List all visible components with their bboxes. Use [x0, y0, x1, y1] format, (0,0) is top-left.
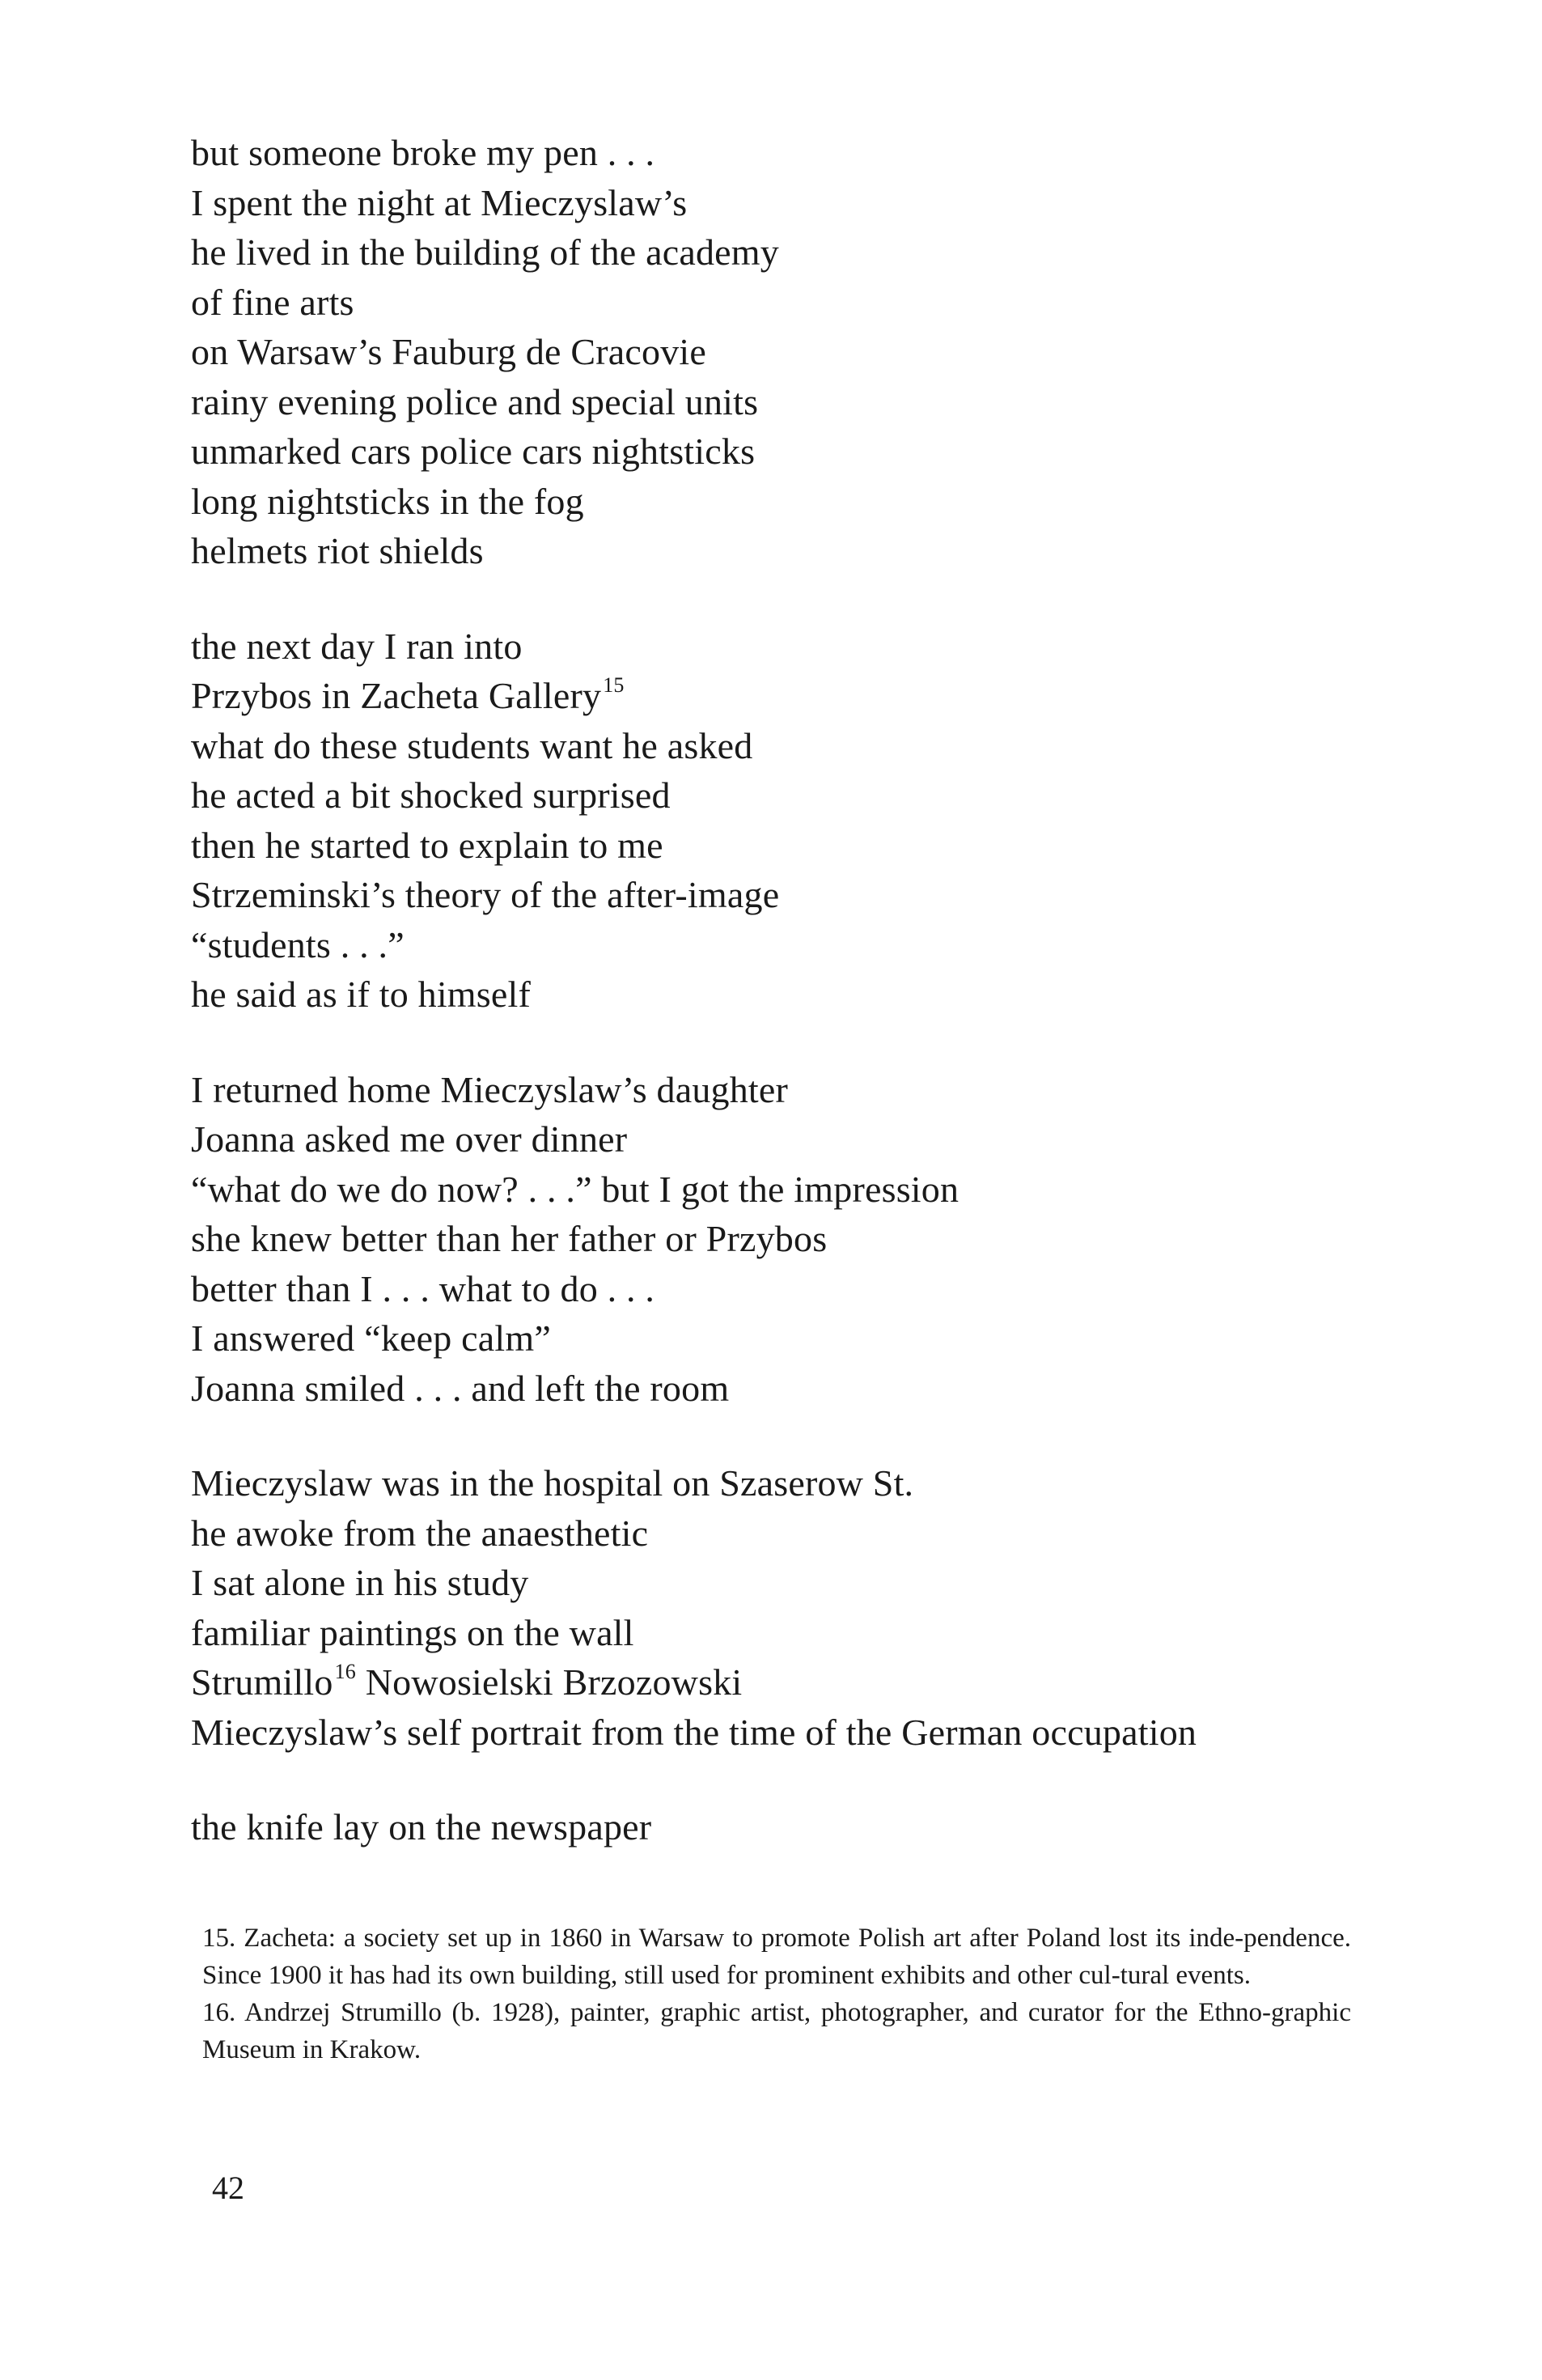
poem-line: long nightsticks in the fog — [191, 480, 584, 522]
poem-line: the knife lay on the newspaper — [191, 1806, 652, 1848]
footnotes — [202, 1920, 1351, 2068]
poem-line: Mieczyslaw was in the hospital on Szaserow St. — [191, 1462, 914, 1504]
poem-line: Strzeminski’s theory of the after-image — [191, 874, 780, 915]
footnote-reference-16: 16 — [334, 1660, 357, 1683]
poem-line: rainy evening police and special units — [191, 380, 759, 422]
poem-line: Joanna smiled . . . and left the room — [191, 1367, 730, 1409]
footnote-15: 15. Zacheta: a society set up in 1860 in Warsaw to promote Polish art after Poland lost its inde-pendence. Since 1900 it has had its own building, still used for prominent exhibits and other cul-tural events. — [202, 1924, 1351, 1990]
poem-line: familiar paintings on the wall — [191, 1611, 634, 1653]
poem-line: he acted a bit shocked surprised — [191, 774, 671, 816]
stanza-1 — [191, 128, 1421, 576]
poem-line: better than I . . . what to do . . . — [191, 1267, 655, 1309]
poem-line: she knew better than her father or Przybos — [191, 1218, 828, 1259]
poem-line — [191, 1657, 1421, 1708]
poem-line: the next day I ran into — [191, 625, 523, 667]
poem-line: “what do we do now? . . .” but I got the impression — [191, 1168, 960, 1210]
poem-line: unmarked cars police cars nightsticks — [191, 431, 756, 472]
poem-line: of fine arts — [191, 281, 354, 323]
page-number: 42 — [212, 2170, 244, 2206]
poem-line: helmets riot shields — [191, 530, 484, 571]
poem-line-text-continued: Nowosielski Brzozowski — [356, 1661, 743, 1703]
poem-line: but someone broke my pen . . . — [191, 132, 655, 173]
poem-line: what do these students want he asked — [191, 724, 753, 766]
poem-line: he said as if to himself — [191, 974, 531, 1015]
poem-line: I spent the night at Mieczyslaw’s — [191, 181, 688, 223]
poem-line-text: Przybos in Zacheta Gallery — [191, 675, 602, 716]
footnote-reference-15: 15 — [603, 673, 625, 697]
stanza-5 — [191, 1802, 1421, 1852]
poem-line: he lived in the building of the academy — [191, 231, 779, 273]
poem-line: on Warsaw’s Fauburg de Cracovie — [191, 331, 706, 372]
poem-line: he awoke from the anaesthetic — [191, 1512, 649, 1554]
footnote-16: 16. Andrzej Strumillo (b. 1928), painter, graphic artist, photographer, and curator for the Ethno-graphic Museum in Krakow. — [202, 1998, 1351, 2064]
poem-line: Mieczyslaw’s self portrait from the time of the German occupation — [191, 1711, 1197, 1753]
poem-line: I answered “keep calm” — [191, 1317, 551, 1359]
poem-line: I returned home Mieczyslaw’s daughter — [191, 1068, 789, 1110]
poem-line-text: Strumillo — [191, 1661, 333, 1703]
stanza-2 — [191, 622, 1421, 1020]
poem-body — [191, 128, 1421, 1898]
poem-line: I sat alone in his study — [191, 1562, 529, 1603]
stanza-3 — [191, 1065, 1421, 1414]
poem-line — [191, 671, 1421, 721]
poem-line: “students . . .” — [191, 923, 405, 965]
poem-line: then he started to explain to me — [191, 824, 663, 866]
poem-line: Joanna asked me over dinner — [191, 1118, 628, 1160]
stanza-4 — [191, 1458, 1421, 1757]
